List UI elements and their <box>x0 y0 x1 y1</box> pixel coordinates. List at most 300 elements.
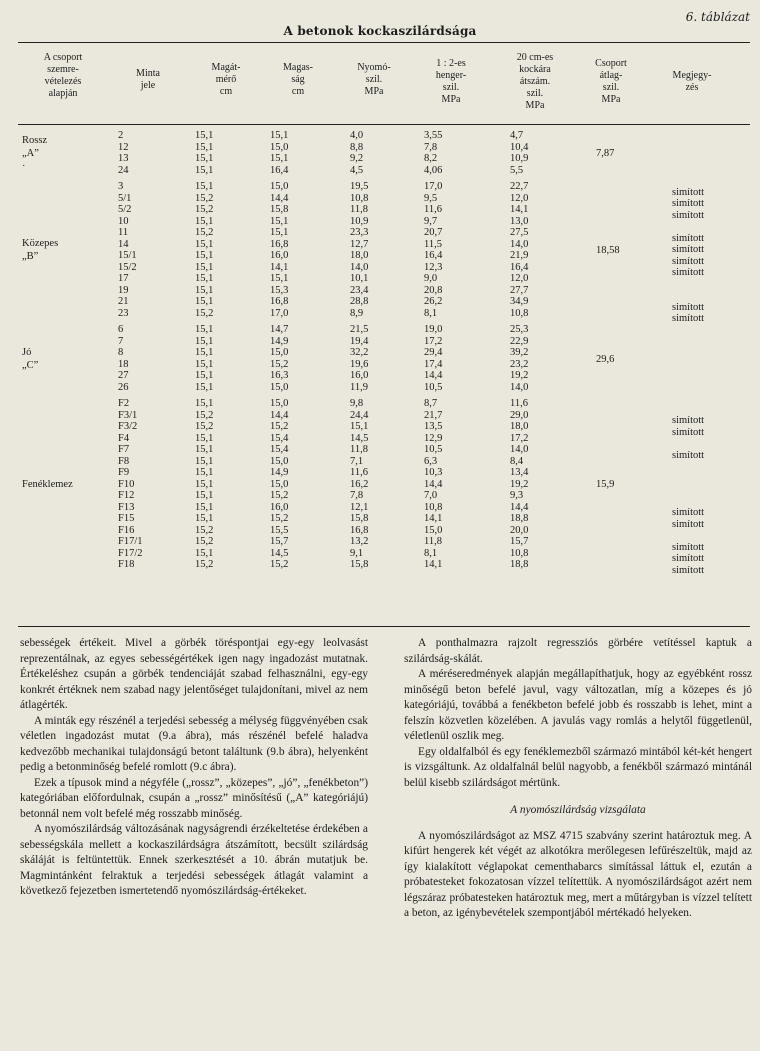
compressive-cell: 19,5 <box>350 181 369 192</box>
cube-cell: 18,8 <box>510 559 529 570</box>
table-row <box>18 324 750 336</box>
compressive-cell: 15,1 <box>350 421 369 432</box>
cube-cell: 14,4 <box>510 501 529 513</box>
cube-cell: 13,0 <box>510 215 529 227</box>
compressive-cell: 7,8 <box>350 490 364 501</box>
diameter-cell: 15,1 <box>195 164 214 176</box>
height-cell: 14,9 <box>270 335 289 347</box>
cylinder-cell: 8,1 <box>424 547 438 559</box>
sample-id: F7 <box>118 444 130 455</box>
diameter-cell: 15,1 <box>195 455 214 467</box>
table-row <box>18 193 750 205</box>
remark-cell: simított <box>672 426 705 438</box>
compressive-cell: 9,8 <box>350 398 364 409</box>
sample-id: 15/2 <box>118 261 137 273</box>
col-header-line: átlag- <box>599 70 623 81</box>
cube-cell: 16,4 <box>510 261 529 273</box>
height-cell: 14,1 <box>270 261 289 273</box>
diameter-cell: 15,1 <box>195 381 214 393</box>
cylinder-cell: 17,4 <box>424 358 443 370</box>
height-cell: 15,0 <box>270 455 289 467</box>
sample-id: F3/2 <box>118 421 138 432</box>
cube-cell: 18,0 <box>510 421 529 432</box>
compressive-cell: 11,8 <box>350 444 368 455</box>
col-header-group <box>18 52 108 100</box>
table-row <box>18 296 750 308</box>
height-cell: 15,2 <box>270 421 289 432</box>
table-row <box>18 204 750 216</box>
cube-cell: 13,4 <box>510 467 529 478</box>
cube-cell: 18,8 <box>510 513 529 524</box>
height-cell: 16,0 <box>270 250 289 261</box>
compressive-cell: 10,9 <box>350 215 369 227</box>
height-cell: 15,7 <box>270 536 289 547</box>
height-cell: 15,2 <box>270 358 289 370</box>
row-cells <box>18 559 750 576</box>
height-cell: 14,9 <box>270 467 289 478</box>
cylinder-cell: 10,5 <box>424 381 443 393</box>
col-header-remark <box>652 70 732 94</box>
col-header-cylinder <box>418 58 484 106</box>
diameter-cell: 15,2 <box>195 409 214 421</box>
table-row <box>18 525 750 537</box>
table-row <box>18 421 750 433</box>
row-cells <box>18 359 750 371</box>
compressive-cell: 12,1 <box>350 501 369 513</box>
diameter-cell: 15,1 <box>195 141 214 153</box>
diameter-cell: 15,1 <box>195 432 214 444</box>
compressive-cell: 23,4 <box>350 284 369 296</box>
remark-cell: simított <box>672 255 705 267</box>
sample-id: F17/2 <box>118 547 143 559</box>
col-header-line: jele <box>140 80 156 91</box>
cylinder-cell: 16,4 <box>424 250 443 261</box>
cube-cell: 14,0 <box>510 381 529 393</box>
remark-cell: simított <box>672 244 705 256</box>
table-row <box>18 548 750 560</box>
cylinder-cell: 20,8 <box>424 284 443 296</box>
cylinder-cell: 3,55 <box>424 130 443 141</box>
diameter-cell: 15,1 <box>195 296 214 307</box>
diameter-cell: 15,1 <box>195 181 214 192</box>
cube-cell: 27,7 <box>510 284 529 296</box>
height-cell: 15,0 <box>270 181 289 192</box>
sample-id: F15 <box>118 513 135 524</box>
diameter-cell: 15,2 <box>195 204 214 215</box>
cylinder-cell: 21,7 <box>424 409 443 421</box>
height-cell: 15,3 <box>270 284 289 296</box>
cylinder-cell: 15,0 <box>424 524 443 536</box>
diameter-cell: 15,1 <box>195 273 214 284</box>
table-row <box>18 250 750 262</box>
cylinder-cell: 7,8 <box>424 141 438 153</box>
cube-cell: 27,5 <box>510 227 529 238</box>
row-cells <box>18 273 750 285</box>
col-header-line: 20 cm-es <box>516 52 554 63</box>
diameter-cell: 15,1 <box>195 467 214 478</box>
row-cells <box>18 456 750 468</box>
paragraph: A ponthalmazra rajzolt regressziós görbére vetítéssel kaptuk a szilárdság-skálát. <box>404 637 752 665</box>
col-header-line: cm <box>291 86 305 97</box>
paragraph: sebességek értékeit. Mivel a görbék töréspontjai egy-egy leolvasást reprezentálnak, az egyes sebességértékek igen nagy ingadozást mutatnak. Értékeléshez csupán a görbék tendenciáját szabad felhasználni, egy-egy konkrét értéknek nem szabad nagy jelentőséget tulajdonítani, mivel az nem átlagérték. <box>20 637 368 711</box>
remark-cell: simított <box>672 507 705 519</box>
group-average: 15,9 <box>596 479 615 491</box>
group-label-line: Közepes <box>22 238 59 249</box>
height-cell: 16,3 <box>270 370 289 381</box>
cube-cell: 5,5 <box>510 164 524 176</box>
col-header-line: Megjegy- <box>672 70 712 81</box>
col-header-diameter <box>196 62 256 98</box>
group-label-line: Rossz <box>22 134 48 146</box>
diameter-cell: 15,1 <box>195 358 214 370</box>
remark-cell: simított <box>672 198 705 210</box>
col-header-line: ság <box>291 74 305 85</box>
table-row <box>18 382 750 394</box>
diameter-cell: 15,1 <box>195 284 214 296</box>
table-row <box>18 490 750 502</box>
table-row <box>18 433 750 445</box>
sample-id: 27 <box>118 370 129 381</box>
paragraph: Ezek a típusok mind a négyféle („rossz”, „közepes”, „jó”, „fenékbeton”) kategóriában előfordulnak, csupán a „rossz” minősítésű („A” kategóriájú) betonnál nem volt befelé még rosszabb minőség. <box>20 776 368 820</box>
col-header-line: átszám. <box>519 76 551 87</box>
diameter-cell: 15,2 <box>195 227 214 238</box>
height-cell: 16,8 <box>270 296 289 307</box>
height-cell: 16,4 <box>270 164 289 176</box>
compressive-cell: 32,2 <box>350 347 369 358</box>
sample-id: F2 <box>118 398 130 409</box>
table-row <box>18 370 750 382</box>
height-cell: 15,5 <box>270 524 289 536</box>
cylinder-cell: 29,4 <box>424 347 443 358</box>
col-header-line: MPa <box>601 94 621 105</box>
row-cells <box>18 398 750 410</box>
diameter-cell: 15,1 <box>195 238 214 250</box>
cube-cell: 19,2 <box>510 370 529 381</box>
left-text-column <box>20 636 368 900</box>
col-header-line: szil. <box>526 88 544 99</box>
compressive-cell: 11,8 <box>350 204 368 215</box>
cylinder-cell: 14,4 <box>424 370 443 381</box>
compressive-cell: 9,1 <box>350 547 364 559</box>
cube-cell: 25,3 <box>510 324 529 335</box>
height-cell: 15,2 <box>270 490 289 501</box>
remark-cell: simított <box>672 541 705 553</box>
cylinder-cell: 17,2 <box>424 335 443 347</box>
group-label-line: Fenéklemez <box>22 478 73 490</box>
row-cells <box>18 467 750 479</box>
remark-cell: simított <box>672 553 705 565</box>
compressive-cell: 24,4 <box>350 409 369 421</box>
col-header-line: 1 : 2-es <box>436 58 466 69</box>
col-header-line: MPa <box>364 86 384 97</box>
compressive-cell: 10,1 <box>350 273 369 284</box>
sample-id: 18 <box>118 358 129 370</box>
table-row <box>18 165 750 177</box>
cube-cell: 20,0 <box>510 524 529 536</box>
table-header-rule <box>18 124 750 125</box>
height-cell: 16,8 <box>270 238 289 250</box>
group-label-line: „B” <box>22 251 39 262</box>
diameter-cell: 15,1 <box>195 444 214 455</box>
row-cells <box>18 490 750 502</box>
sample-id: F18 <box>118 559 135 570</box>
cube-cell: 39,2 <box>510 347 529 358</box>
cube-cell: 10,9 <box>510 153 529 164</box>
row-cells <box>18 382 750 394</box>
cylinder-cell: 11,6 <box>424 204 442 215</box>
compressive-cell: 19,4 <box>350 335 369 347</box>
sample-id: F12 <box>118 490 135 501</box>
cylinder-cell: 12,9 <box>424 432 443 444</box>
height-cell: 15,1 <box>270 215 289 227</box>
col-header-line: henger- <box>435 70 467 81</box>
group-average: 29,6 <box>596 353 615 365</box>
sample-id: F10 <box>118 478 135 490</box>
col-header-cube <box>500 52 570 112</box>
table-row <box>18 130 750 142</box>
table-number: 6. táblázat <box>685 10 750 24</box>
section-heading: A nyomószilárdság vizsgálata <box>510 804 646 816</box>
compressive-cell: 8,8 <box>350 141 364 153</box>
table-title: A betonok kockaszilárdsága <box>283 24 477 38</box>
compressive-cell: 4,0 <box>350 130 364 141</box>
table-row <box>18 410 750 422</box>
cube-cell: 14,0 <box>510 444 529 455</box>
height-cell: 15,2 <box>270 513 289 524</box>
compressive-cell: 12,7 <box>350 238 369 250</box>
diameter-cell: 15,2 <box>195 421 214 432</box>
remark-cell: simított <box>672 186 705 198</box>
cube-cell: 10,4 <box>510 141 529 153</box>
diameter-cell: 15,1 <box>195 513 214 524</box>
compressive-cell: 18,0 <box>350 250 369 261</box>
cylinder-cell: 19,0 <box>424 324 443 335</box>
diameter-cell: 15,1 <box>195 335 214 347</box>
sample-id: F3/1 <box>118 409 138 421</box>
sample-id: F4 <box>118 432 130 444</box>
height-cell: 15,4 <box>270 432 289 444</box>
paragraph: A minták egy részénél a terjedési sebesség a mélység függvényében csak véletlen ingadozást mutat (9.a ábra), más részénél befelé haladva kedvezőbb mechanikai tulajdonságú betont találtunk (9.b ábra), helyenként pedig a betonminőség befelé romlott (9.c ábra). <box>20 714 368 773</box>
col-header-line: szemre- <box>47 64 79 75</box>
diameter-cell: 15,1 <box>195 547 214 559</box>
diameter-cell: 15,2 <box>195 307 214 319</box>
col-header-line: Csoport <box>595 58 627 69</box>
table-row <box>18 467 750 479</box>
cylinder-cell: 13,5 <box>424 421 443 432</box>
sample-id: 14 <box>118 238 129 250</box>
cube-cell: 9,3 <box>510 490 524 501</box>
cylinder-cell: 12,3 <box>424 261 443 273</box>
group-average: 7,87 <box>596 148 615 159</box>
cylinder-cell: 10,5 <box>424 444 443 455</box>
table-row <box>18 479 750 491</box>
table-row <box>18 536 750 548</box>
diameter-cell: 15,2 <box>195 536 214 547</box>
height-cell: 15,0 <box>270 141 289 153</box>
sample-id: 7 <box>118 335 124 347</box>
remark-cell: simított <box>672 564 705 576</box>
sample-id: 21 <box>118 296 129 307</box>
cube-cell: 12,0 <box>510 273 529 284</box>
table-bottom-rule <box>18 626 750 627</box>
sample-id: 12 <box>118 141 129 153</box>
remark-cell: simított <box>672 415 705 427</box>
cube-cell: 23,2 <box>510 358 529 370</box>
remark-cell: simított <box>672 313 705 325</box>
cylinder-cell: 6,3 <box>424 455 438 467</box>
row-cells <box>18 433 750 445</box>
height-cell: 15,1 <box>270 273 289 284</box>
height-cell: 15,0 <box>270 347 289 358</box>
cube-cell: 10,8 <box>510 547 529 559</box>
col-header-line: alapján <box>48 88 78 99</box>
col-header-line: zés <box>685 82 699 93</box>
row-cells <box>18 153 750 165</box>
table-row <box>18 216 750 228</box>
sample-id: F17/1 <box>118 536 143 547</box>
cube-cell: 12,0 <box>510 192 529 204</box>
cylinder-cell: 9,5 <box>424 192 438 204</box>
sample-id: 17 <box>118 273 129 284</box>
col-header-line: Magát- <box>211 62 241 73</box>
cube-cell: 11,6 <box>510 398 528 409</box>
cube-cell: 22,9 <box>510 335 529 347</box>
height-cell: 14,4 <box>270 192 289 204</box>
table-top-rule <box>18 42 750 43</box>
table-row <box>18 502 750 514</box>
cube-cell: 14,0 <box>510 238 529 250</box>
col-header-group-avg <box>580 58 642 106</box>
compressive-cell: 10,8 <box>350 192 369 204</box>
sample-id: 23 <box>118 307 129 319</box>
diameter-cell: 15,1 <box>195 501 214 513</box>
table-row <box>18 559 750 571</box>
table-row <box>18 444 750 456</box>
row-cells <box>18 336 750 348</box>
table-row <box>18 273 750 285</box>
compressive-cell: 16,8 <box>350 524 369 536</box>
table-row <box>18 513 750 525</box>
group-label-line: Jó <box>22 346 32 358</box>
cube-cell: 29,0 <box>510 409 529 421</box>
remark-cell: simított <box>672 518 705 530</box>
table-row <box>18 142 750 154</box>
table-row <box>18 347 750 359</box>
table-row <box>18 336 750 348</box>
cylinder-cell: 14,4 <box>424 478 443 490</box>
col-header-line: szil. <box>602 82 620 93</box>
compressive-cell: 13,2 <box>350 536 369 547</box>
sample-id: 24 <box>118 164 129 176</box>
col-header-compressive <box>344 62 404 98</box>
diameter-cell: 15,1 <box>195 130 214 141</box>
col-header-line: szil. <box>365 74 383 85</box>
cube-cell: 17,2 <box>510 432 529 444</box>
col-header-height <box>268 62 328 98</box>
sample-id: 2 <box>118 130 124 141</box>
table-row <box>18 239 750 251</box>
col-header-line: Magas- <box>283 62 313 73</box>
height-cell: 15,0 <box>270 478 289 490</box>
strength-table <box>18 130 750 576</box>
diameter-cell: 15,1 <box>195 261 214 273</box>
sample-id: 6 <box>118 324 124 335</box>
cylinder-cell: 11,8 <box>424 536 442 547</box>
col-header-line: mérő <box>215 74 237 85</box>
table-row <box>18 227 750 239</box>
height-cell: 14,5 <box>270 547 289 559</box>
remark-cell: simított <box>672 232 705 244</box>
row-cells <box>18 165 750 177</box>
sample-id: 13 <box>118 153 129 164</box>
table-row <box>18 398 750 410</box>
sample-id: 19 <box>118 284 129 296</box>
sample-id: F9 <box>118 467 130 478</box>
sample-id: F16 <box>118 524 135 536</box>
table-row <box>18 181 750 193</box>
row-cells <box>18 130 750 142</box>
cylinder-cell: 9,7 <box>424 215 438 227</box>
compressive-cell: 23,3 <box>350 227 369 238</box>
col-header-sample <box>118 68 178 92</box>
compressive-cell: 9,2 <box>350 153 364 164</box>
sample-id: 11 <box>118 227 129 238</box>
sample-id: 15/1 <box>118 250 137 261</box>
row-cells <box>18 324 750 336</box>
compressive-cell: 16,0 <box>350 370 369 381</box>
diameter-cell: 15,1 <box>195 370 214 381</box>
diameter-cell: 15,1 <box>195 398 214 409</box>
compressive-cell: 14,5 <box>350 432 369 444</box>
remark-cell: simított <box>672 209 705 221</box>
diameter-cell: 15,1 <box>195 347 214 358</box>
col-header-line: Nyomó- <box>357 62 391 73</box>
row-cells <box>18 216 750 228</box>
table-row <box>18 285 750 297</box>
remark-cell: simított <box>672 267 705 279</box>
col-header-line: MPa <box>441 94 461 105</box>
group-label-line: · <box>22 160 26 172</box>
paragraph: A méréseredmények alapján megállapíthatjuk, hogy az egyébként rossz minőségű beton befelé javul, vagy változatlan, míg a közepes és jó kategóriájú, továbbá a fenékbeton befelé jobb és rosszabb is lehet, mint a felszín közvetlen közelében. A javulás vagy romlás a helytől függetlenül, véletlenül oszlik meg. <box>404 668 752 742</box>
height-cell: 15,2 <box>270 559 289 570</box>
compressive-cell: 16,2 <box>350 478 369 490</box>
cube-cell: 4,7 <box>510 130 524 141</box>
cube-cell: 14,1 <box>510 204 529 215</box>
height-cell: 15,0 <box>270 398 289 409</box>
col-header-line: MPa <box>525 100 545 111</box>
compressive-cell: 11,9 <box>350 381 368 393</box>
row-cells <box>18 285 750 297</box>
compressive-cell: 11,6 <box>350 467 368 478</box>
compressive-cell: 15,8 <box>350 559 369 570</box>
diameter-cell: 15,1 <box>195 215 214 227</box>
sample-id: 26 <box>118 381 129 393</box>
height-cell: 15,1 <box>270 227 289 238</box>
cube-cell: 10,8 <box>510 307 529 319</box>
diameter-cell: 15,2 <box>195 192 214 204</box>
compressive-cell: 8,9 <box>350 307 364 319</box>
cylinder-cell: 8,1 <box>424 307 438 319</box>
cube-cell: 8,4 <box>510 455 524 467</box>
paragraph: Egy oldalfalból és egy fenéklemezből származó mintából két-két hengert is vizsgáltunk. Az oldalfalnál belül nagyobb, a fenékből származó mintánál belül kisebb szilárdságot mértünk. <box>404 745 752 789</box>
cube-cell: 21,9 <box>510 250 529 261</box>
cylinder-cell: 9,0 <box>424 273 438 284</box>
paragraph: A nyomószilárdságot az MSZ 4715 szabvány szerint határoztuk meg. A kifúrt hengerek két végét az alkotókra merőlegesen lefűrészeltük, majd az így kialakított véglapokat cementhabarcs simítással láttuk el, ezután a próbatesteket fokozatosan vízzel telítettük. A nyomószilárdságot azért nem légszáraz próbatesteken határoztuk meg, mert a műtárgyban is vízzel telített a beton, az igénybevételek szempontjából mértékadó helyeken. <box>404 829 752 919</box>
group-average: 18,58 <box>596 245 620 256</box>
right-text-column <box>404 636 752 922</box>
col-header-line: A csoport <box>43 52 83 63</box>
cylinder-cell: 7,0 <box>424 490 438 501</box>
